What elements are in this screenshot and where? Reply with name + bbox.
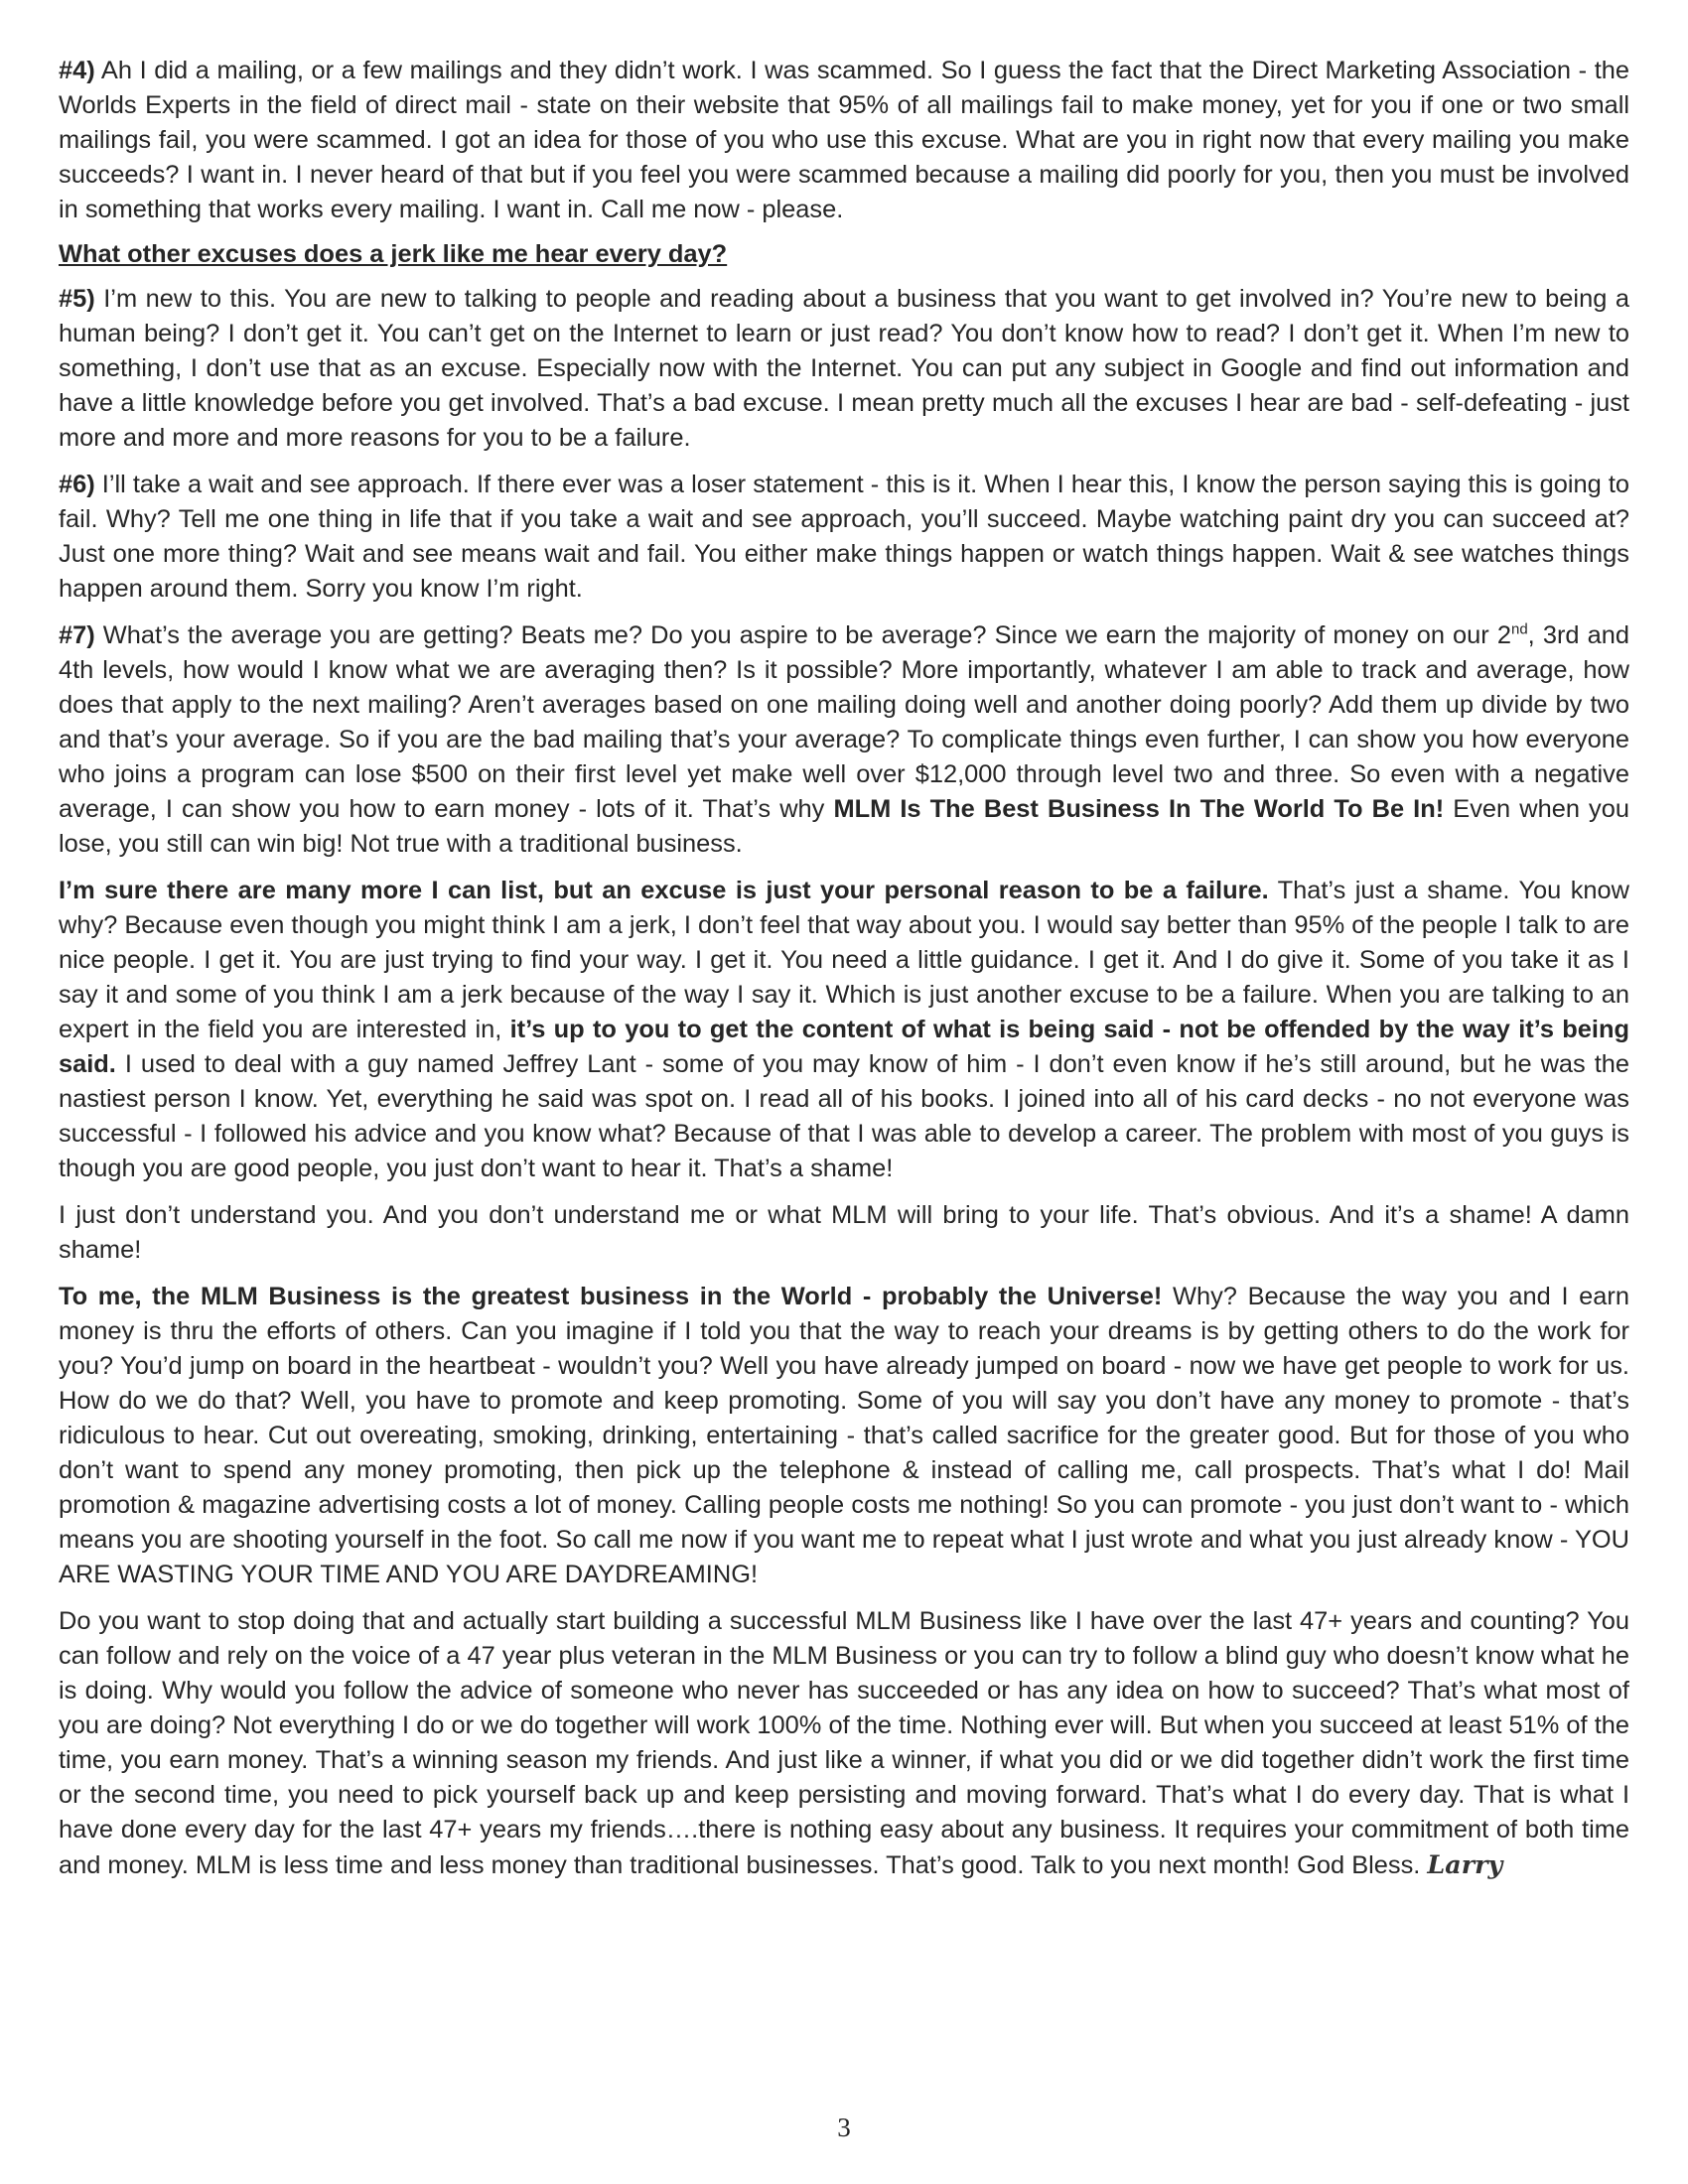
paragraph-text: , 3rd and 4th levels, how would I know what we are averaging then? Is it possible? More importantly, whatever I am able to track and average, how does that apply to the next mailing? Aren’t averages based on one mailing doing well and another doing poorly? Add them up divide by two and that’s your average. So if you are the bad mailing that’s your average? To complicate things even further, I can show you how everyone who joins a program can lose $500 on their first level yet make well over $12,000 through level two and three. So even with a negative average, I can show you how to earn money - lots of it. That’s why [59,621,1629,823]
ordinal-superscript: nd [1510,620,1528,638]
paragraph-text: I’ll take a wait and see approach. If there ever was a loser statement - this is it. When I hear this, I know the person saying this is going to fail. Why? Tell me one thing in life that if you take a wait and see approach, you’ll succeed. Maybe watching paint dry you can succeed at? Just one more thing? Wait and see means wait and fail. You either make things happen or watch things happen. Wait & see watches things happen around them. Sorry you know I’m right. [59,471,1629,603]
paragraph-excuse-5 [59,282,1629,456]
paragraph-understanding [59,1198,1629,1268]
paragraph-excuses-summary [59,874,1629,1186]
document-page [59,54,1629,1895]
bold-statement: To me, the MLM Business is the greatest business in the World - probably the Universe! [59,1283,1163,1310]
paragraph-text: I’m new to this. You are new to talking to people and reading about a business that you want to get involved in? You’re new to being a human being? I don’t get it. You can’t get on the Internet to learn or just read? You don’t know how to read? I don’t get it. When I’m new to something, I don’t use that as an excuse. Especially now with the Internet. You can put any subject in Google and find out information and have a little knowledge before you get involved. That’s a bad excuse. I mean pretty much all the excuses I hear are bad - self-defeating - just more and more and more reasons for you to be a failure. [59,285,1629,452]
paragraph-mlm-business [59,1280,1629,1592]
signature: Larry [1427,1849,1503,1879]
page-number: 3 [837,2113,851,2142]
paragraph-text: What’s the average you are getting? Beats me? Do you aspire to be average? Since we earn the majority of money on our 2 [94,621,1511,649]
paragraph-closing [59,1604,1629,1883]
excuse-number: #7) [59,621,95,649]
excuse-number: #6) [59,471,95,498]
section-heading: What other excuses does a jerk like me hear every day? [59,240,728,268]
paragraph-text: Even when you lose, you still can win big! Not true with a traditional business. [59,795,1629,858]
paragraph-text: I used to deal with a guy named Jeffrey Lant - some of you may know of him - I don’t even know if he’s still around, but he was the nastiest person I know. Yet, everything he said was spot on. I read all of his books. I joined into all of his card decks - no not everyone was successful - I followed his advice and you know what? Because of that I was able to develop a career. The problem with most of you guys is though you are good people, you just don’t want to hear it. That’s a shame! [59,1050,1629,1182]
paragraph-excuse-7 [59,618,1629,862]
paragraph-text: Why? Because the way you and I earn money is thru the efforts of others. Can you imagine if I told you that the way to reach your dreams is by getting others to do the work for you? You’d jump on board in the heartbeat - wouldn’t you? Well you have already jumped on board - now we have get people to work for us. How do we do that? Well, you have to promote and keep promoting. Some of you will say you don’t have any money to promote - that’s ridiculous to hear. Cut out overeating, smoking, drinking, entertaining - that’s called sacrifice for the greater good. But for those of you who don’t want to spend any money promoting, then pick up the telephone & instead of calling me, call prospects. That’s what I do! Mail promotion & magazine advertising costs a lot of money. Calling people costs me nothing! So you can promote - you just don’t want to - which means you are shooting yourself in the foot. So call me now if you want me to repeat what I just wrote and what you just already know - YOU ARE WASTING YOUR TIME AND YOU ARE DAYDREAMING! [59,1283,1629,1588]
excuse-number: #4) [59,57,95,84]
paragraph-text: Ah I did a mailing, or a few mailings and they didn’t work. I was scammed. So I guess the fact that the Direct Marketing Association - the Worlds Experts in the field of direct mail - state on their website that 95% of all mailings fail to make money, yet for you if one or two small mailings fail, you were scammed. I got an idea for those of you who use this excuse. What are you in right now that every mailing you make succeeds? I want in. I never heard of that but if you feel you were scammed because a mailing did poorly for you, then you must be involved in something that works every mailing. I want in. Call me now - please. [59,57,1629,223]
paragraph-excuse-4 [59,54,1629,227]
paragraph-text: That’s just a shame. You know why? Because even though you might think I am a jerk, I don’t feel that way about you. I would say better than 95% of the people I talk to are nice people. I get it. You are just trying to find your way. I get it. You need a little guidance. I get it. And I do give it. Some of you take it as I say it and some of you think I am a jerk because of the way I say it. Which is just another excuse to be a failure. When you are talking to an expert in the field you are interested in, [59,877,1629,1043]
paragraph-excuse-6 [59,468,1629,607]
paragraph-text: Do you want to stop doing that and actually start building a successful MLM Business like I have over the last 47+ years and counting? You can follow and rely on the voice of a 47 year plus veteran in the MLM Business or you can try to follow a blind guy who doesn’t know what he is doing. Why would you follow the advice of someone who never has succeeded or has any idea on how to succeed? That’s what most of you are doing? Not everything I do or we do together will work 100% of the time. Nothing ever will. But when you succeed at least 51% of the time, you earn money. That’s a winning season my friends. And just like a winner, if what you did or we did together didn’t work the first time or the second time, you need to pick yourself back up and keep persisting and moving forward. That’s what I do every day. That is what I have done every day for the last 47+ years my friends….there is nothing easy about any business. It requires your commitment of both time and money. MLM is less time and less money than traditional businesses. That’s good. Talk to you next month! God Bless. [59,1607,1629,1879]
bold-statement: MLM Is The Best Business In The World To Be In! [833,795,1445,823]
bold-statement: I’m sure there are many more I can list, but an excuse is just your personal reason to be a failure. [59,877,1269,904]
bold-statement: it’s up to you to get the content of what is being said - not be offended by the way it’s being said. [59,1016,1629,1078]
paragraph-text: I just don’t understand you. And you don’t understand me or what MLM will bring to your life. That’s obvious. And it’s a shame! A damn shame! [59,1201,1629,1264]
excuse-number: #5) [59,285,95,313]
